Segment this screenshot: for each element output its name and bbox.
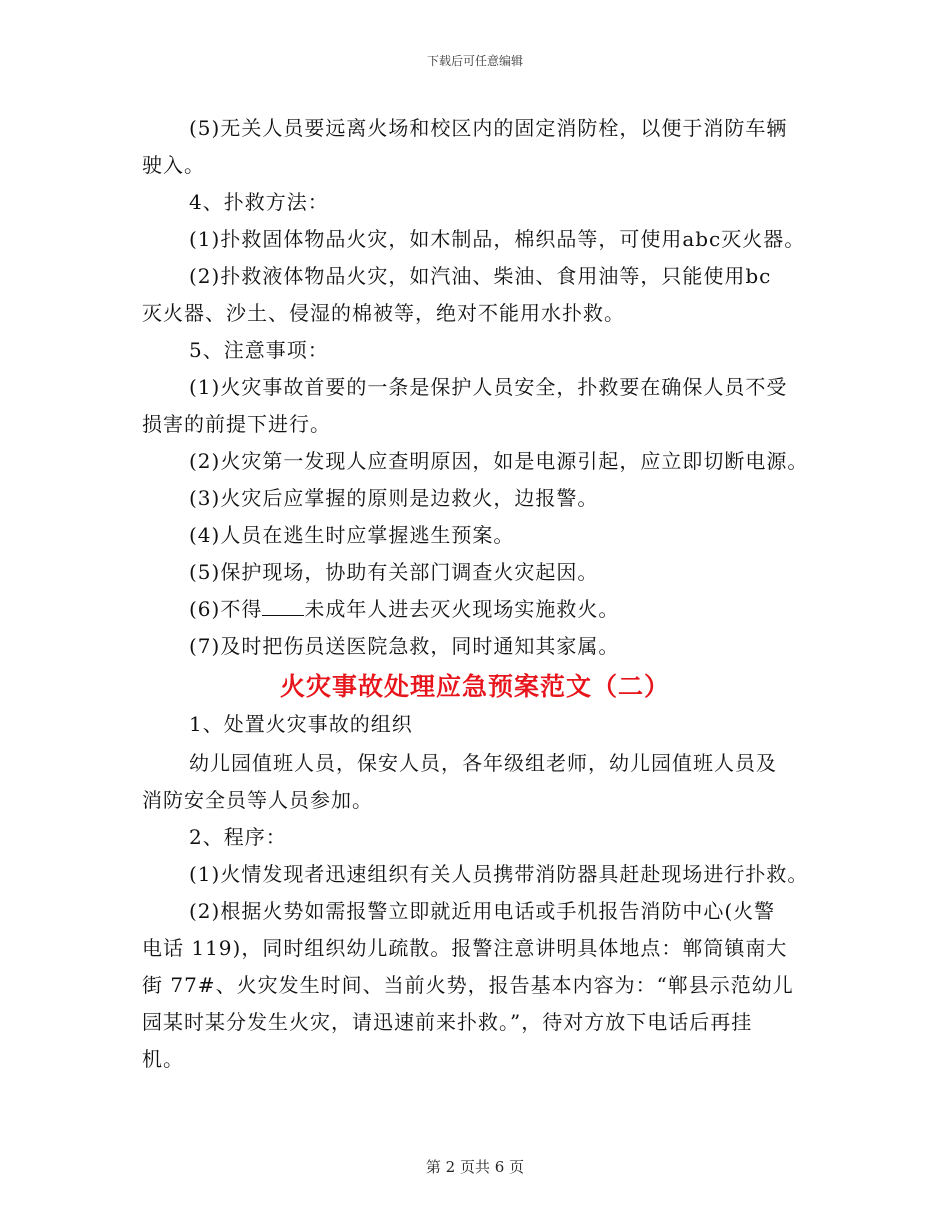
- note-1-line-1: (1)火灾事故首要的一条是保护人员安全，扑救要在确保人员不受: [189, 375, 788, 399]
- note-2: (2)火灾第一发现人应查明原因，如是电源引起，应立即切断电源。: [189, 449, 809, 473]
- procedure-1: (1)火情发现者迅速组织有关人员携带消防器具赶赴现场进行扑救。: [189, 862, 809, 886]
- part2-section-2-heading: 2、程序：: [189, 825, 287, 849]
- item-5-line-1: (5)无关人员要远离火场和校区内的固定消防栓，以便于消防车辆: [189, 116, 788, 140]
- note-6-suffix: 未成年人进去灭火现场实施救火。: [304, 597, 620, 621]
- method-2-line-1: (2)扑救液体物品火灾，如汽油、柴油、食用油等，只能使用bc: [189, 264, 772, 288]
- section-4-heading: 4、扑救方法：: [189, 190, 329, 214]
- note-5: (5)保护现场，协助有关部门调查火灾起因。: [189, 560, 599, 584]
- section-5-heading: 5、注意事项：: [189, 338, 329, 362]
- part2-section-1-heading: 1、处置火灾事故的组织: [189, 712, 413, 736]
- method-2-line-2: 灭火器、沙土、侵湿的棉被等，绝对不能用水扑救。: [142, 301, 625, 325]
- page-header: 下载后可任意编辑: [426, 54, 523, 68]
- method-1: (1)扑救固体物品火灾，如木制品，棉织品等，可使用abc灭火器。: [189, 227, 806, 251]
- part2-section-1-line-2: 消防安全员等人员参加。: [142, 788, 373, 812]
- note-6: [189, 597, 619, 621]
- note-4: (4)人员在逃生时应掌握逃生预案。: [189, 523, 515, 547]
- section-title: 火灾事故处理应急预案范文（二）: [279, 672, 670, 701]
- item-5-line-2: 驶入。: [142, 153, 205, 177]
- procedure-2-line-1: (2)根据火势如需报警立即就近用电话或手机报告消防中心(火警: [189, 899, 776, 923]
- page-footer: 第 2 页共 6 页: [425, 1158, 525, 1176]
- procedure-2-line-2: 电话 119)，同时组织幼儿疏散。报警注意讲明具体地点：郸筒镇南大: [142, 936, 788, 960]
- part2-section-1-line-1: 幼儿园值班人员，保安人员，各年级组老师，幼儿园值班人员及: [189, 751, 777, 775]
- procedure-2-line-5: 机。: [142, 1047, 184, 1071]
- note-6-prefix: (6)不得: [189, 597, 263, 621]
- note-3: (3)火灾后应掌握的原则是边救火，边报警。: [189, 486, 599, 510]
- note-1-line-2: 损害的前提下进行。: [142, 412, 331, 436]
- procedure-2-line-4: 园某时某分发生火灾，请迅速前来扑救。”，待对方放下电话后再挂: [142, 1010, 753, 1034]
- note-7: (7)及时把伤员送医院急救，同时通知其家属。: [189, 634, 620, 658]
- procedure-2-line-3: 街 77#、火灾发生时间、当前火势，报告基本内容为：“郸县示范幼儿: [142, 973, 794, 997]
- fill-in-blank: [262, 597, 304, 616]
